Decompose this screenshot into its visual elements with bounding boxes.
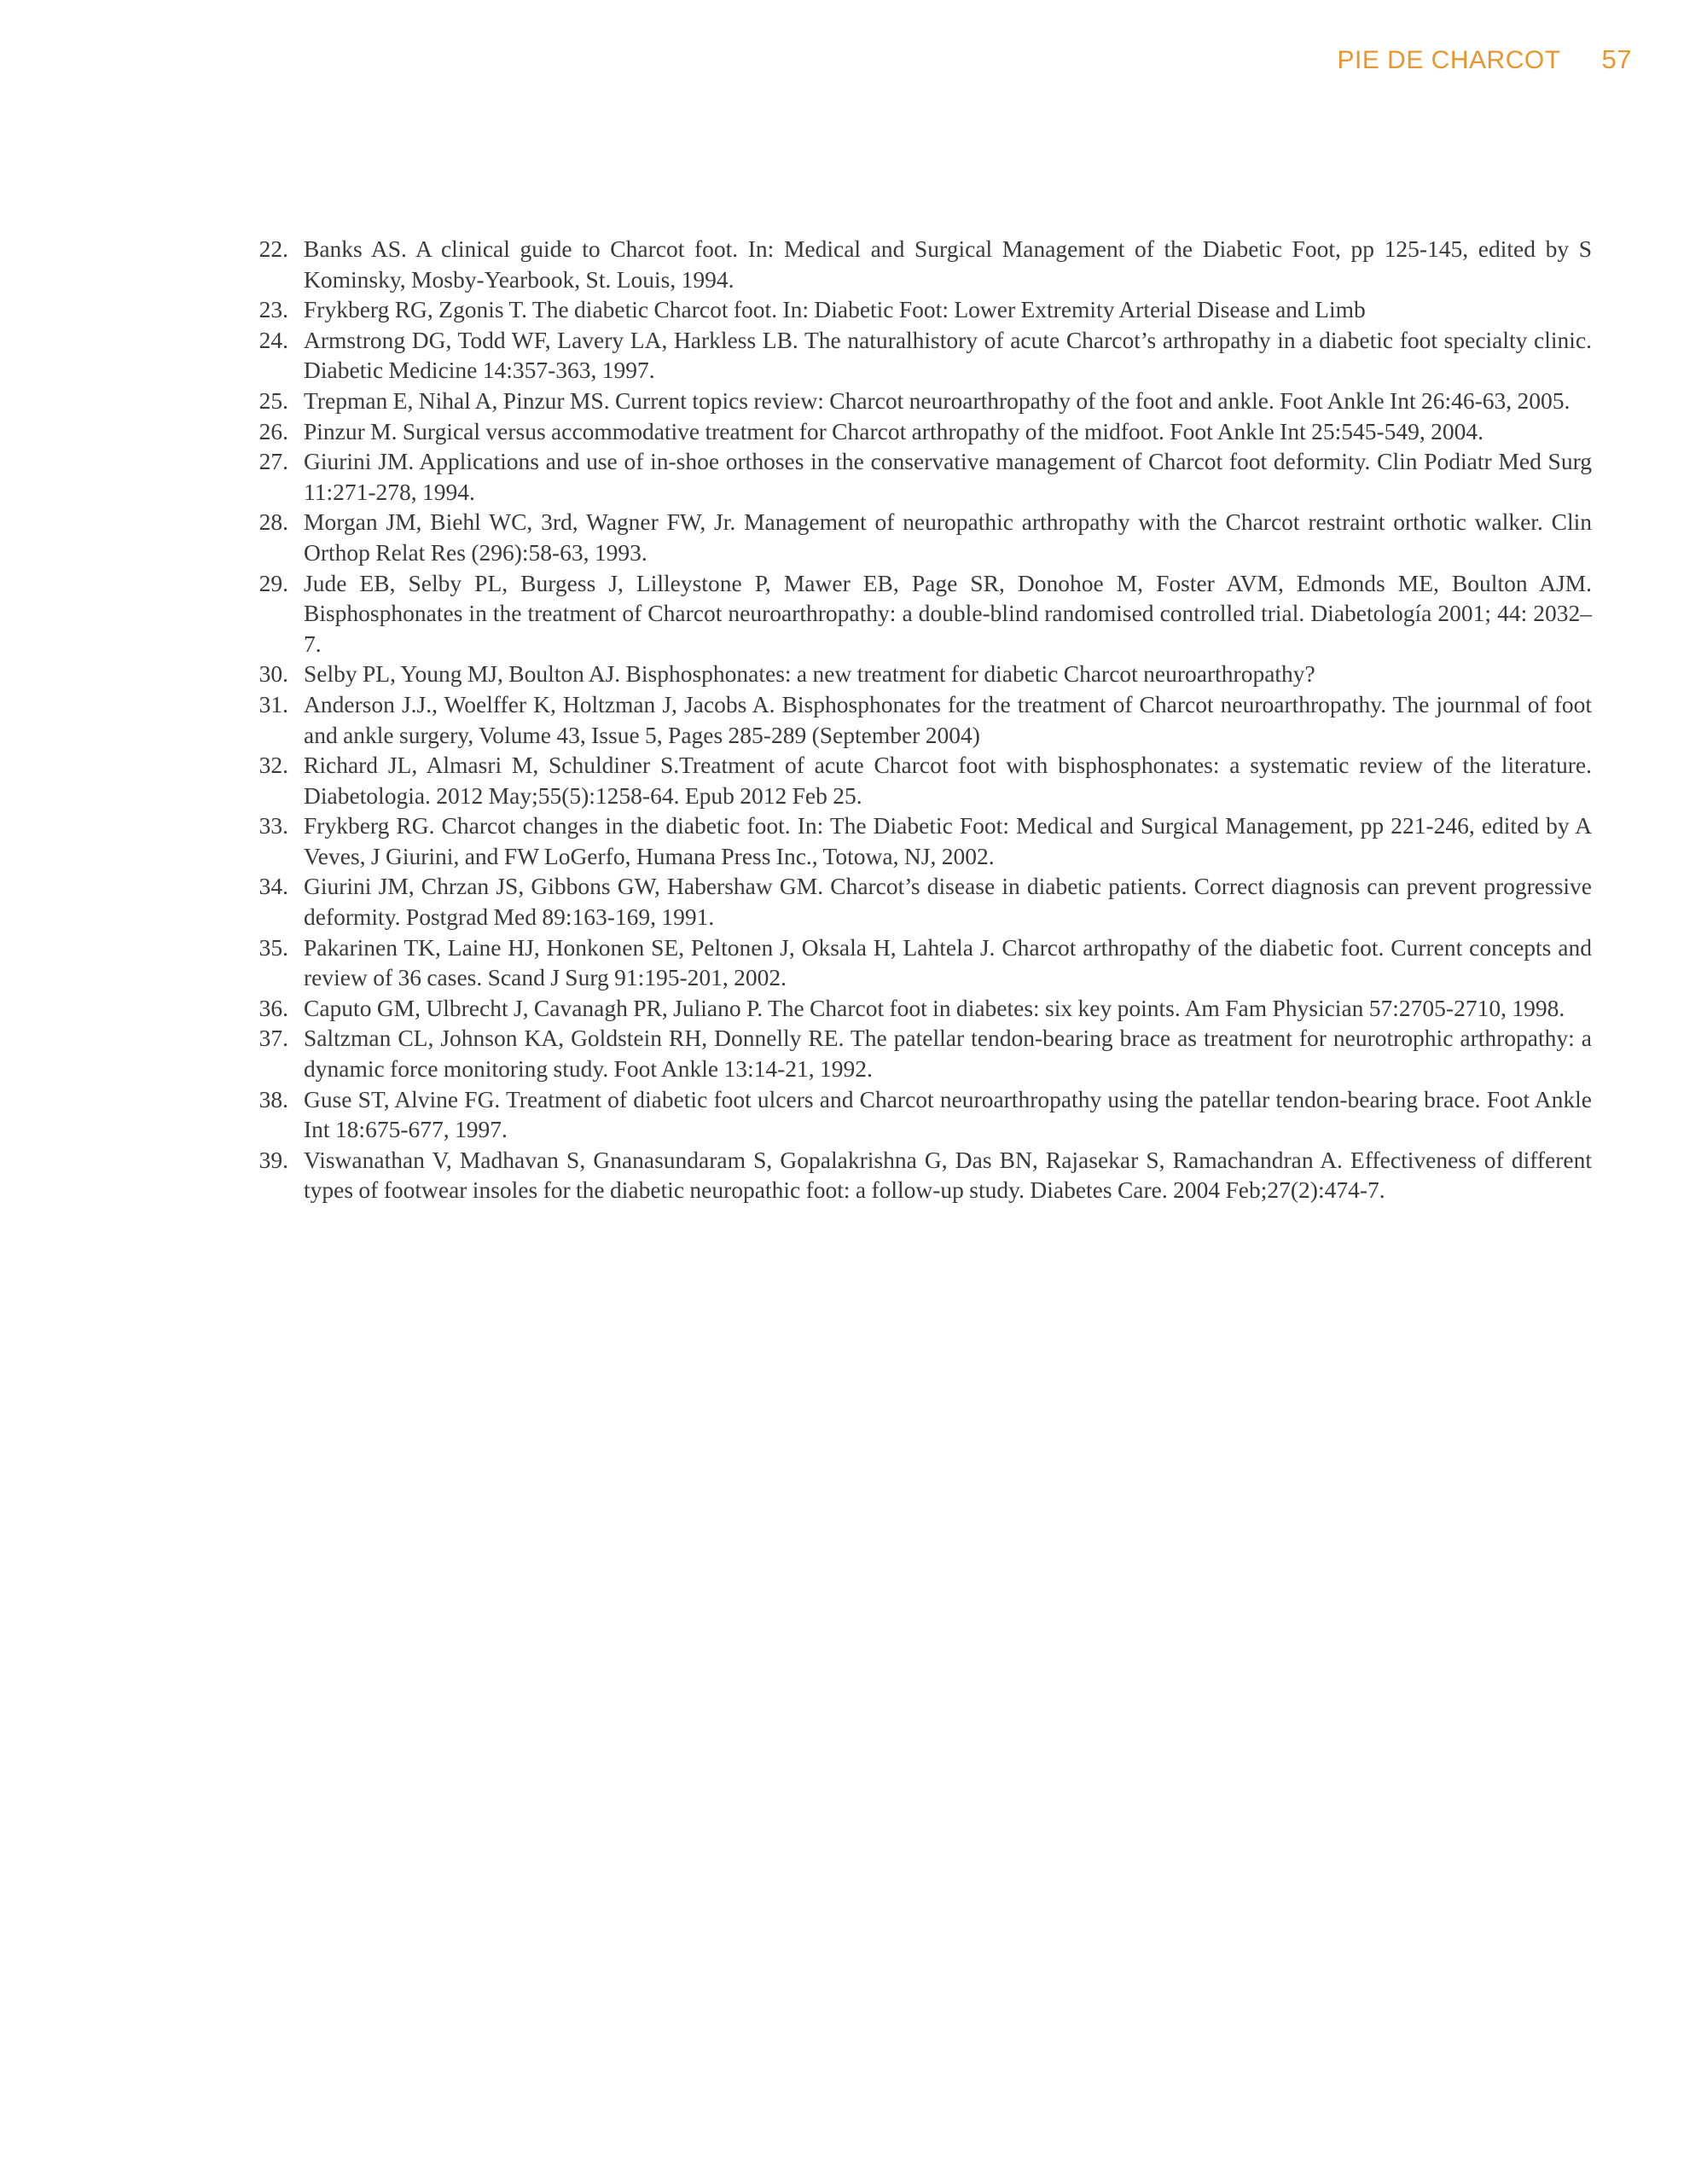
- reference-item: [230, 568, 1592, 659]
- reference-number: 35.: [258, 933, 288, 961]
- reference-number: 32.: [258, 752, 288, 779]
- reference-number: 29.: [258, 569, 288, 596]
- reference-text: Pakarinen TK, Laine HJ, Honkonen SE, Peltonen J, Oksala H, Lahtela J. Charcot arthropathy of the diabetic foot. Current concepts and review of 36 cases. Scand J Surg 91:195-201, 2002.: [304, 933, 1592, 991]
- reference-text: Armstrong DG, Todd WF, Lavery LA, Harkless LB. The naturalhistory of acute Charcot’s arthropathy in a diabetic foot specialty clinic. Diabetic Medicine 14:357-363, 1997.: [304, 326, 1592, 384]
- reference-number: 36.: [258, 994, 288, 1021]
- reference-item: [230, 325, 1592, 386]
- reference-item: [230, 871, 1592, 932]
- reference-number: 30.: [258, 660, 288, 688]
- reference-number: 26.: [258, 417, 288, 444]
- reference-number: 37.: [258, 1025, 288, 1052]
- page-number: 57: [1601, 44, 1632, 74]
- running-header: [1337, 44, 1632, 75]
- reference-number: 34.: [258, 873, 288, 900]
- reference-item: [230, 294, 1592, 325]
- reference-number: 23.: [258, 296, 288, 323]
- reference-text: Guse ST, Alvine FG. Treatment of diabetic foot ulcers and Charcot neuroarthropathy using the patellar tendon-bearing brace. Foot Ankle Int 18:675-677, 1997.: [304, 1085, 1592, 1143]
- section-title: PIE DE CHARCOT: [1337, 46, 1561, 74]
- reference-text: Anderson J.J., Woelffer K, Holtzman J, Jacobs A. Bisphosphonates for the treatment of Charcot neuroarthropathy. The journmal of foot and ankle surgery, Volume 43, Issue 5, Pages 285-289 (September 2004): [304, 690, 1592, 748]
- reference-text: Selby PL, Young MJ, Boulton AJ. Bisphosphonates: a new treatment for diabetic Charcot neuroarthropathy?: [304, 660, 1315, 688]
- reference-item: [230, 234, 1592, 294]
- reference-number: 24.: [258, 326, 288, 353]
- reference-item: [230, 386, 1592, 416]
- reference-number: 25.: [258, 386, 288, 414]
- reference-number: 33.: [258, 812, 288, 839]
- reference-item: [230, 810, 1592, 871]
- reference-text: Banks AS. A clinical guide to Charcot foot. In: Medical and Surgical Management of the Diabetic Foot, pp 125-145, edited by S Kominsky, Mosby-Yearbook, St. Louis, 1994.: [304, 235, 1592, 293]
- reference-item: [230, 659, 1592, 689]
- reference-text: Richard JL, Almasri M, Schuldiner S.Treatment of acute Charcot foot with bisphosphonates: a systematic review of the literature. Diabetologia. 2012 May;55(5):1258-64. Epub 2012 Feb 25.: [304, 752, 1592, 809]
- reference-text: Saltzman CL, Johnson KA, Goldstein RH, Donnelly RE. The patellar tendon-bearing brace as treatment for neurotrophic arthropathy: a dynamic force monitoring study. Foot Ankle 13:14-21, 1992.: [304, 1025, 1592, 1083]
- reference-item: [230, 993, 1592, 1024]
- reference-item: [230, 1145, 1592, 1205]
- reference-list: [230, 234, 1592, 1205]
- reference-text: Morgan JM, Biehl WC, 3rd, Wagner FW, Jr. Management of neuropathic arthropathy with the Charcot restraint orthotic walker. Clin Orthop Relat Res (296):58-63, 1993.: [304, 508, 1592, 566]
- reference-text: Frykberg RG, Zgonis T. The diabetic Charcot foot. In: Diabetic Foot: Lower Extremity Arterial Disease and Limb: [304, 296, 1366, 323]
- reference-item: [230, 446, 1592, 507]
- reference-text: Caputo GM, Ulbrecht J, Cavanagh PR, Juliano P. The Charcot foot in diabetes: six key points. Am Fam Physician 57:2705-2710, 1998.: [304, 994, 1565, 1021]
- reference-text: Giurini JM, Chrzan JS, Gibbons GW, Habershaw GM. Charcot’s disease in diabetic patients. Correct diagnosis can prevent progressive deformity. Postgrad Med 89:163-169, 1991.: [304, 873, 1592, 931]
- reference-text: Giurini JM. Applications and use of in-shoe orthoses in the conservative management of Charcot foot deformity. Clin Podiatr Med Surg 11:271-278, 1994.: [304, 448, 1592, 505]
- reference-number: 31.: [258, 690, 288, 717]
- reference-number: 39.: [258, 1146, 288, 1173]
- reference-number: 22.: [258, 235, 288, 262]
- reference-number: 27.: [258, 448, 288, 475]
- reference-number: 38.: [258, 1085, 288, 1112]
- reference-item: [230, 507, 1592, 567]
- reference-number: 28.: [258, 508, 288, 536]
- reference-text: Pinzur M. Surgical versus accommodative treatment for Charcot arthropathy of the midfoot. Foot Ankle Int 25:545-549, 2004.: [304, 417, 1484, 444]
- reference-item: [230, 932, 1592, 993]
- reference-text: Jude EB, Selby PL, Burgess J, Lilleystone P, Mawer EB, Page SR, Donohoe M, Foster AVM, Edmonds ME, Boulton AJM. Bisphosphonates in the treatment of Charcot neuroarthropathy: a double-blind randomised controlled trial. Diabetología 2001; 44: 2032–7.: [304, 569, 1592, 657]
- reference-text: Viswanathan V, Madhavan S, Gnanasundaram S, Gopalakrishna G, Das BN, Rajasekar S, Ramachandran A. Effectiveness of different types of footwear insoles for the diabetic neuropathic foot: a follow-up study. Diabetes Care. 2004 Feb;27(2):474-7.: [304, 1146, 1592, 1204]
- reference-item: [230, 416, 1592, 447]
- reference-item: [230, 689, 1592, 750]
- reference-item: [230, 750, 1592, 810]
- reference-item: [230, 1023, 1592, 1083]
- reference-text: Frykberg RG. Charcot changes in the diabetic foot. In: The Diabetic Foot: Medical and Surgical Management, pp 221-246, edited by A Veves, J Giurini, and FW LoGerfo, Humana Press Inc., Totowa, NJ, 2002.: [304, 812, 1592, 869]
- reference-item: [230, 1084, 1592, 1145]
- reference-text: Trepman E, Nihal A, Pinzur MS. Current topics review: Charcot neuroarthropathy of the foot and ankle. Foot Ankle Int 26:46-63, 2005.: [304, 386, 1571, 414]
